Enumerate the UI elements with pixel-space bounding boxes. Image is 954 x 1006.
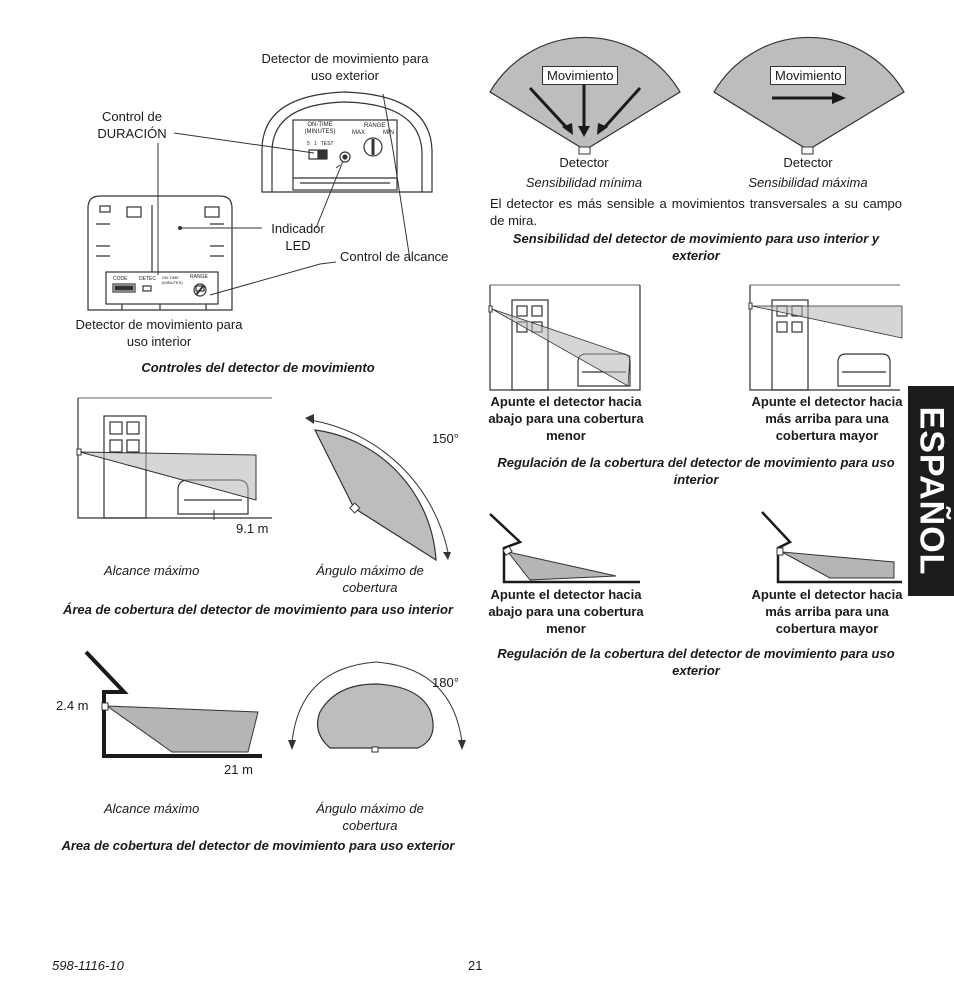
outdoor-max-angle-label: Ángulo máximo de cobertura [316, 801, 424, 833]
motion-label-max: Movimiento [770, 66, 846, 85]
ontime-text: ON-TIME (MINUTES) [304, 122, 336, 135]
ontime-small-text: ON-TIME (MINUTES) [162, 275, 183, 285]
indoor-range-value: 9.1 m [236, 521, 269, 536]
motion-label-min: Movimiento [542, 66, 618, 85]
indoor-max-angle-label: Ángulo máximo de cobertura [316, 563, 424, 595]
indoor-detector-label: Detector de movimiento para uso interior [75, 317, 243, 349]
language-tab [908, 386, 954, 596]
page-number: 21 [468, 958, 483, 973]
language-tab-label: ESPAÑOL [912, 406, 951, 576]
range-control-label: Control de alcance [340, 249, 449, 264]
range-text: RANGE [364, 123, 386, 129]
detector-label-min: Detector [559, 155, 609, 170]
outdoor-aim-up-label: Apunte el detector hacia más arriba para una cobertura mayor [751, 587, 903, 636]
indoor-aim-up-label: Apunte el detector hacia más arriba para una cobertura mayor [751, 394, 903, 443]
indoor-area-caption: Área de cobertura del detector de movimiento para uso interior [62, 602, 454, 617]
outdoor-range-value: 21 m [224, 762, 253, 777]
outdoor-aim-down-label: Apunte el detector hacia abajo para una cobertura menor [488, 587, 644, 636]
indoor-aim-down-label: Apunte el detector hacia abajo para una cobertura menor [488, 394, 644, 443]
min-text: MIN [383, 130, 394, 136]
detector-label-max: Detector [783, 155, 833, 170]
document-number: 598-1116-10 [52, 958, 124, 973]
outdoor-height-value: 2.4 m [56, 698, 89, 713]
detec-text: DETEC [139, 276, 156, 282]
indoor-max-range-label: Alcance máximo [104, 563, 200, 578]
controls-caption: Controles del detector de movimiento [141, 360, 375, 375]
code-text: CODE [113, 276, 128, 282]
range-small-text: RANGE [190, 274, 208, 280]
switch-text: 5 1 TEST [307, 141, 334, 147]
indoor-adjust-caption: Regulación de la cobertura del detector de movimiento para uso interior [497, 455, 895, 487]
outdoor-detector-label: Detector de movimiento para uso exterior [261, 51, 429, 83]
min-sensitivity-label: Sensibilidad mínima [525, 175, 643, 190]
outdoor-area-caption: Area de cobertura del detector de movimiento para uso exterior [61, 838, 455, 853]
max-text: MAX [352, 130, 366, 136]
sensitivity-caption: Sensibilidad del detector de movimiento para uso interior y exterior [512, 231, 880, 263]
outdoor-adjust-caption: Regulación de la cobertura del detector de movimiento para uso exterior [497, 646, 895, 678]
led-indicator-label: Indicador LED [271, 221, 325, 253]
indoor-angle-value: 150° [432, 431, 459, 446]
sensitivity-paragraph: El detector es más sensible a movimientos transversales a su campo de mira. [490, 196, 902, 228]
max-sensitivity-label: Sensibilidad máxima [748, 175, 868, 190]
outdoor-angle-value: 180° [432, 675, 459, 690]
outdoor-max-range-label: Alcance máximo [104, 801, 200, 816]
duration-control-label: Control de DURACIÓN [97, 109, 167, 141]
